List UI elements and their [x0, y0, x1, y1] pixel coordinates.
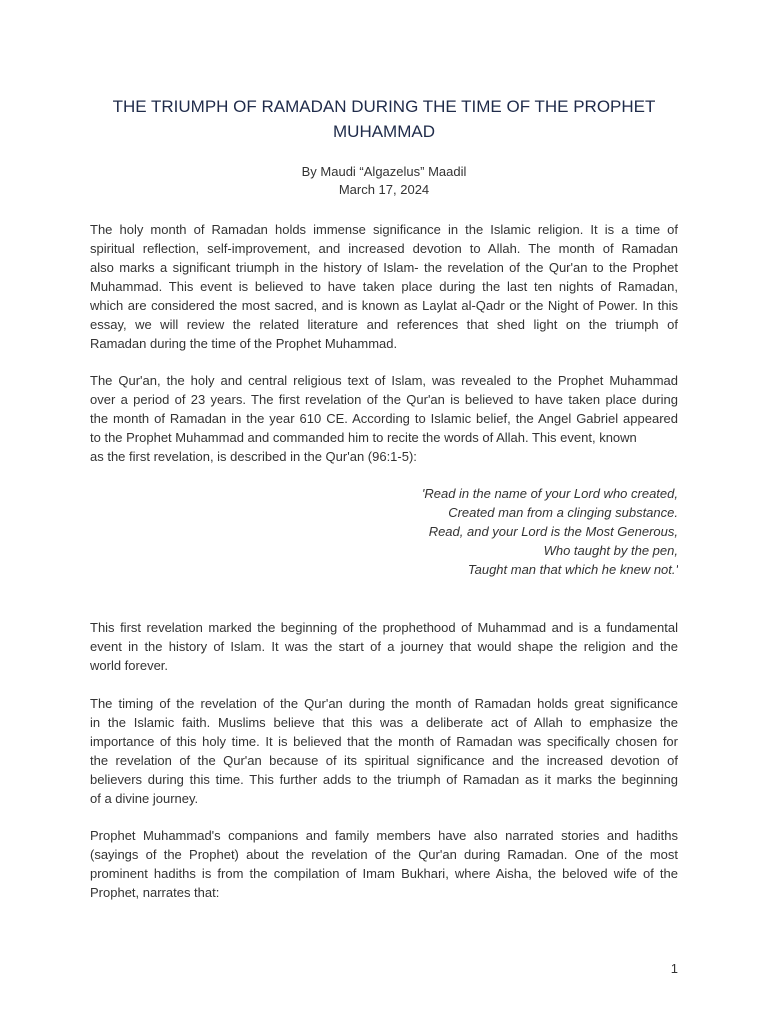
text-line: Ramadan during the time of the Prophet Muhammad.: [90, 336, 398, 351]
paragraph-4: [90, 694, 678, 808]
text-line: as the first revelation, is described in the Qur'an (96:1-5):: [90, 449, 417, 464]
text-line: over a period of 23 years. The first revelation of the Qur'an is believed to have taken place during: [90, 392, 678, 407]
text-line: The timing of the revelation of the Qur'an during the month of Ramadan holds great significance: [90, 696, 678, 711]
text-line: event in the history of Islam. It was the start of a journey that would shape the religion and the: [90, 639, 678, 654]
quote-line: Who taught by the pen,: [543, 543, 678, 558]
text-line: to the Prophet Muhammad and commanded him to recite the words of Allah. This event, known: [90, 430, 637, 445]
paragraph-3: [90, 618, 678, 675]
quote-line: 'Read in the name of your Lord who created,: [421, 486, 678, 501]
text-line: the month of Ramadan in the year 610 CE. According to Islamic belief, the Angel Gabriel appeared: [90, 411, 678, 426]
text-line: prominent hadiths is from the compilation of Imam Bukhari, where Aisha, the beloved wife of the: [90, 866, 678, 881]
quote-line: Read, and your Lord is the Most Generous,: [428, 524, 678, 539]
paragraph-1: [90, 220, 678, 353]
byline: [90, 163, 678, 199]
quote-line: Created man from a clinging substance.: [448, 505, 678, 520]
text-line: which are considered the most sacred, and is known as Laylat al-Qadr or the Night of Power. In this: [90, 298, 678, 313]
paragraph-5: [90, 826, 678, 902]
text-line: This first revelation marked the beginning of the prophethood of Muhammad and is a fundamental: [90, 620, 678, 635]
text-line: The holy month of Ramadan holds immense significance in the Islamic religion. It is a time of: [90, 222, 678, 237]
text-line: The Qur'an, the holy and central religious text of Islam, was revealed to the Prophet Muhammad: [90, 373, 678, 388]
text-line: of a divine journey.: [90, 791, 199, 806]
text-line: Prophet Muhammad's companions and family members have also narrated stories and hadiths: [90, 828, 678, 843]
quote-line: Taught man that which he knew not.': [467, 562, 678, 577]
quote-block: [90, 484, 678, 579]
publish-date: March 17, 2024: [338, 182, 430, 197]
paragraph-2: [90, 371, 678, 466]
text-line: world forever.: [90, 658, 169, 673]
text-line: essay, we will review the related literature and references that shed light on the triumph of: [90, 317, 678, 332]
text-line: also marks a significant triumph in the history of Islam- the revelation of the Qur'an to the Prophet: [90, 260, 678, 275]
text-line: in the Islamic faith. Muslims believe that this was a deliberate act of Allah to emphasize the: [90, 715, 678, 730]
text-line: the revelation of the Qur'an because of its spiritual significance and the increased devotion of: [90, 753, 678, 768]
text-line: importance of this holy time. It is believed that the month of Ramadan was specifically chosen for: [90, 734, 678, 749]
text-line: Muhammad. This event is believed to have taken place during the last ten nights of Ramadan,: [90, 279, 678, 294]
document-title: THE TRIUMPH OF RAMADAN DURING THE TIME OF THE PROPHET MUHAMMAD: [112, 97, 656, 141]
text-line: (sayings of the Prophet) about the revelation of the Qur'an during Ramadan. One of the most: [90, 847, 678, 862]
text-line: spiritual reflection, self-improvement, and increased devotion to Allah. The month of Ramadan: [90, 241, 678, 256]
author-name: By Maudi “Algazelus” Maadil: [301, 164, 467, 179]
text-line: Prophet, narrates that:: [90, 885, 220, 900]
text-line: believers during this time. This further adds to the triumph of Ramadan as it marks the beginning: [90, 772, 678, 787]
page-number: 1: [670, 961, 678, 976]
